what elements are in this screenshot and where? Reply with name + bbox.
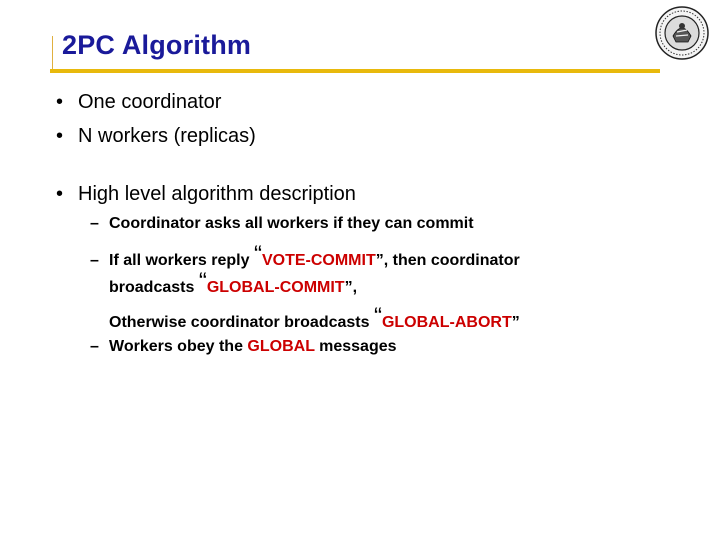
title-underline bbox=[50, 69, 660, 73]
bullet-high-level bbox=[56, 182, 356, 206]
university-seal-icon bbox=[655, 6, 709, 60]
slide-title: 2PC Algorithm bbox=[62, 30, 252, 60]
continuation-text: broadcasts bbox=[109, 279, 199, 296]
dash-marker: – bbox=[90, 215, 99, 232]
bullet-text: High level algorithm description bbox=[78, 183, 356, 205]
sub-bullet-vote-commit-line3 bbox=[109, 303, 520, 333]
bullet-one-coordinator bbox=[56, 90, 221, 114]
bullet-marker: • bbox=[56, 125, 64, 147]
title-left-rule bbox=[52, 36, 53, 72]
global-abort-term: GLOBAL-ABORT bbox=[381, 314, 512, 331]
continuation-text-end: ” bbox=[511, 314, 520, 331]
open-quote: “ bbox=[373, 303, 382, 330]
open-quote: “ bbox=[253, 241, 262, 268]
bullet-marker: • bbox=[56, 91, 64, 113]
continuation-text: Otherwise coordinator broadcasts bbox=[109, 314, 374, 331]
vote-commit-term: VOTE-COMMIT bbox=[261, 252, 376, 269]
open-quote: “ bbox=[198, 268, 207, 295]
dash-marker: – bbox=[90, 252, 99, 269]
continuation-text-end: ”, bbox=[344, 279, 358, 296]
global-term: GLOBAL bbox=[247, 338, 315, 355]
dash-marker: – bbox=[90, 338, 99, 355]
sub-bullet-ask-workers bbox=[90, 214, 474, 234]
bullet-text: One coordinator bbox=[78, 91, 222, 113]
global-commit-term: GLOBAL-COMMIT bbox=[206, 279, 345, 296]
sub-bullet-text-cont: ”, then coordinator bbox=[375, 252, 520, 269]
sub-bullet-text: If all workers reply bbox=[109, 252, 254, 269]
sub-bullet-text: Workers obey the bbox=[109, 338, 248, 355]
bullet-n-workers bbox=[56, 124, 256, 148]
sub-bullet-text-end: messages bbox=[314, 338, 397, 355]
sub-bullet-vote-commit-line2 bbox=[109, 268, 358, 298]
bullet-marker: • bbox=[56, 183, 64, 205]
bullet-text: N workers (replicas) bbox=[78, 125, 256, 147]
sub-bullet-vote-commit bbox=[90, 241, 520, 271]
sub-bullet-workers-obey bbox=[90, 337, 397, 357]
sub-bullet-text: Coordinator asks all workers if they can commit bbox=[109, 215, 474, 232]
